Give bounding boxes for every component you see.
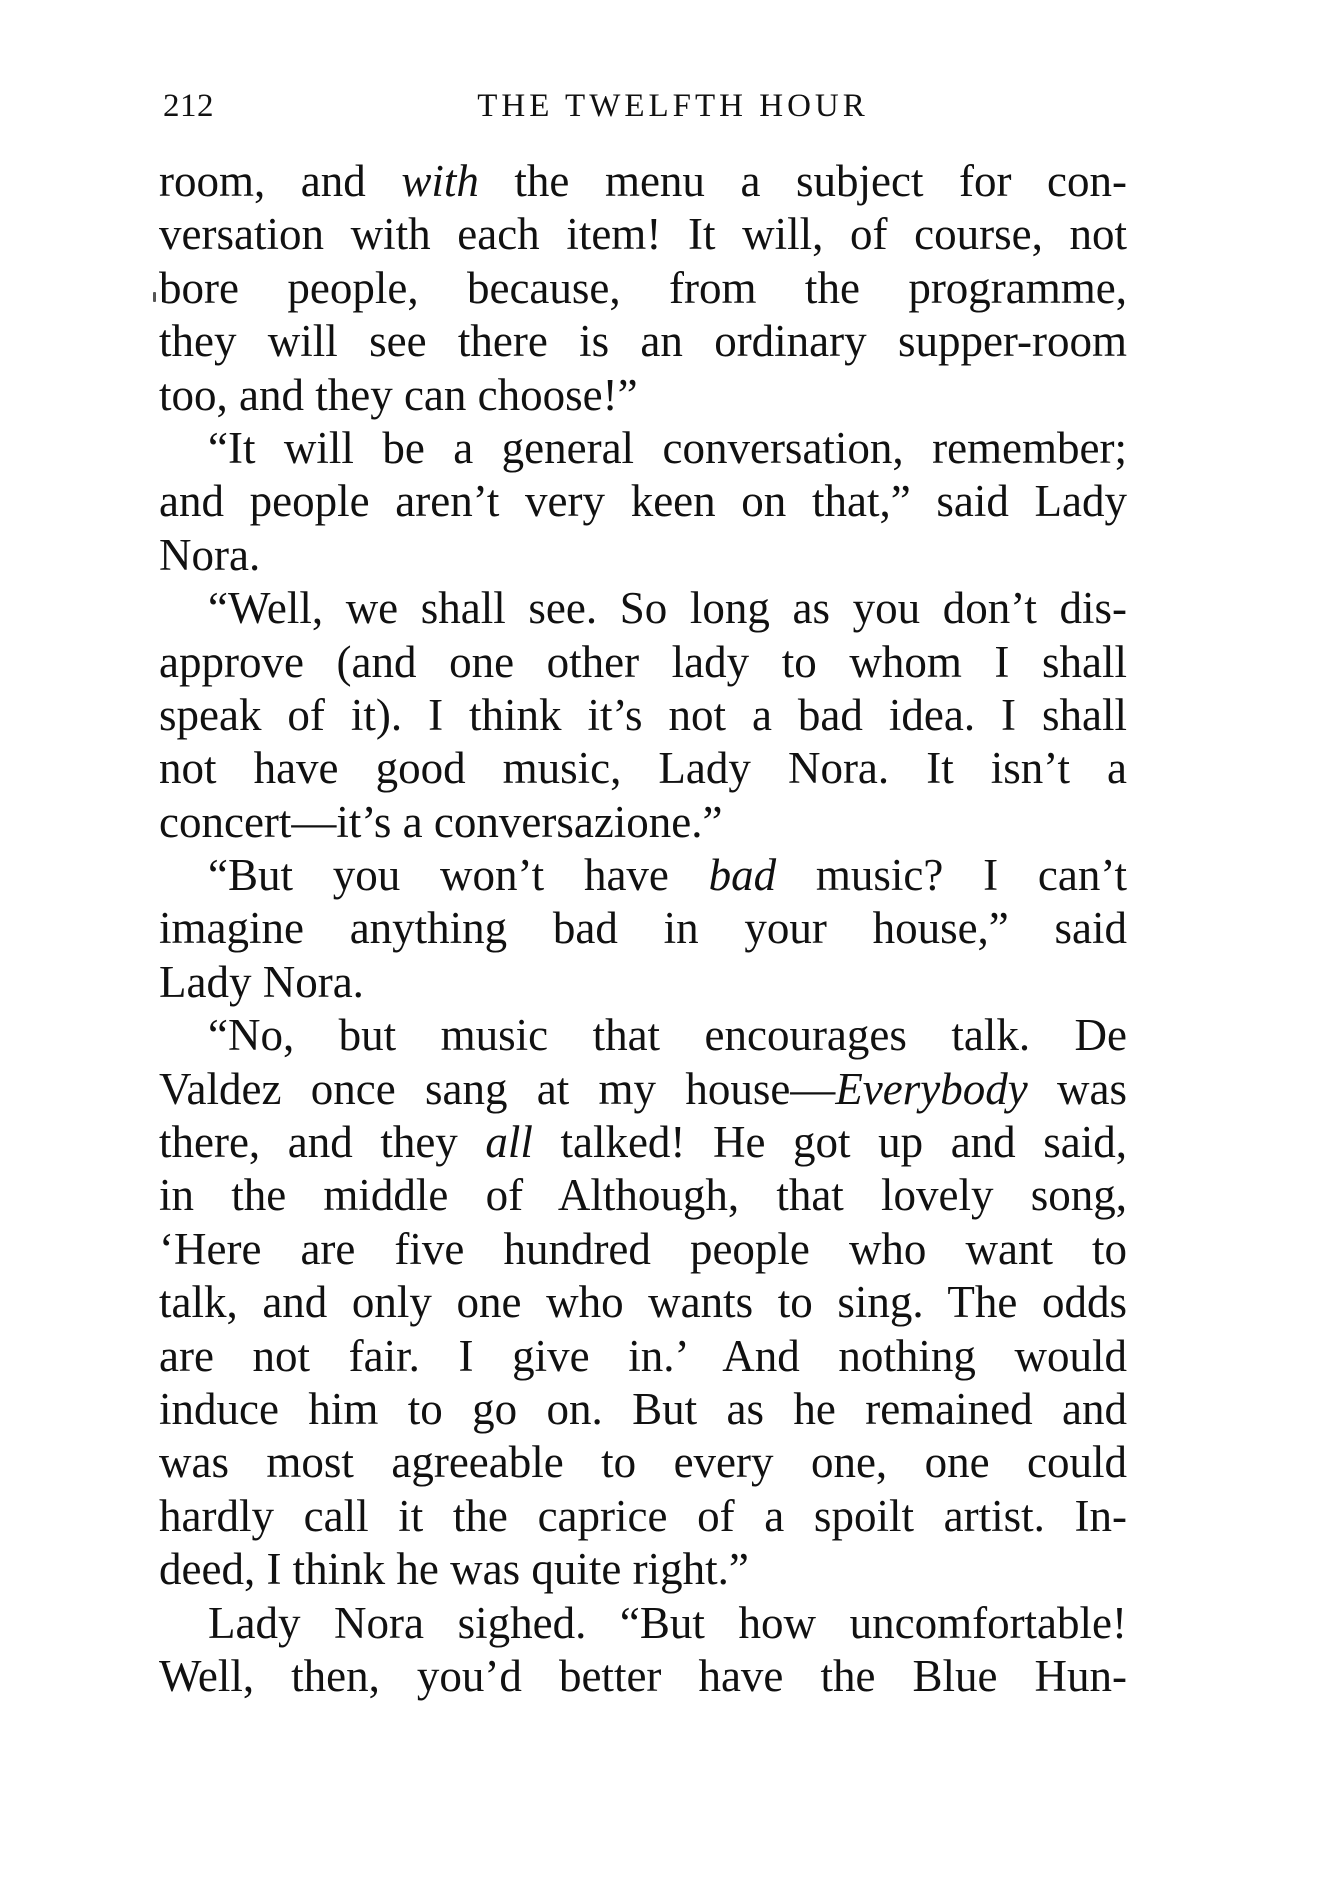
text-line — [159, 902, 1127, 955]
text-segment: approve (and one other lady to whom I shall — [159, 636, 1127, 687]
text-line — [159, 1436, 1127, 1489]
text-line — [159, 1597, 1127, 1650]
text-segment: talked! He got up and said, — [532, 1117, 1127, 1168]
text-segment: hardly call it the caprice of a spoilt artist. In- — [159, 1490, 1127, 1541]
text-line — [159, 315, 1127, 368]
text-segment: Lady Nora. — [159, 956, 364, 1007]
text-segment: they will see there is an ordinary supper-room — [159, 316, 1127, 367]
text-segment: deed, I think he was quite right.” — [159, 1544, 749, 1595]
text-line — [159, 1543, 1127, 1596]
text-segment: and people aren’t very keen on that,” said Lady — [159, 476, 1127, 527]
text-segment: the menu a subject for con- — [478, 156, 1127, 206]
text-segment: room, and — [159, 156, 402, 206]
italic-text: bad — [708, 850, 777, 901]
italic-text: with — [401, 156, 479, 206]
text-line — [159, 1063, 1127, 1116]
text-segment: Nora. — [159, 529, 261, 580]
text-line — [159, 849, 1127, 902]
text-line — [159, 636, 1127, 689]
text-line — [159, 422, 1127, 475]
text-line — [159, 742, 1127, 795]
text-segment: versation with each item! It will, of course, not — [159, 209, 1127, 260]
text-line — [159, 1650, 1127, 1703]
text-segment: too, and they can choose!” — [159, 369, 638, 420]
text-line — [159, 262, 1127, 315]
text-line — [159, 1116, 1127, 1169]
italic-text: all — [485, 1117, 533, 1168]
text-segment: “But you won’t have — [208, 850, 709, 901]
text-segment: Valdez once sang at my house— — [159, 1063, 836, 1114]
print-speck — [153, 292, 156, 302]
text-segment: there, and they — [159, 1117, 486, 1168]
text-segment: was — [1027, 1063, 1127, 1114]
text-line — [159, 1383, 1127, 1436]
text-line — [159, 796, 1127, 849]
text-segment: Well, then, you’d better have the Blue Hun- — [159, 1650, 1127, 1701]
text-line — [159, 529, 1127, 582]
text-segment: bore people, because, from the programme, — [159, 262, 1127, 313]
text-segment: ‘Here are five hundred people who want to — [159, 1223, 1127, 1274]
text-line — [159, 208, 1127, 261]
running-head: THE TWELFTH HOUR — [477, 88, 869, 124]
text-segment: speak of it). I think it’s not a bad idea. I shall — [159, 689, 1127, 740]
text-segment: imagine anything bad in your house,” said — [159, 903, 1127, 954]
text-segment: not have good music, Lady Nora. It isn’t a — [159, 743, 1127, 794]
text-segment: “Well, we shall see. So long as you don’t dis- — [208, 583, 1127, 634]
text-segment: induce him to go on. But as he remained and — [159, 1383, 1127, 1434]
page-header — [163, 88, 1123, 138]
text-segment: concert—it’s a conversazione.” — [159, 796, 723, 847]
text-line — [159, 1330, 1127, 1383]
text-segment: “No, but music that encourages talk. De — [208, 1010, 1127, 1061]
text-segment: Lady Nora sighed. “But how uncomfortable! — [208, 1597, 1127, 1648]
text-line — [159, 155, 1127, 208]
text-segment: are not fair. I give in.’ And nothing would — [159, 1330, 1127, 1381]
page-number: 212 — [163, 88, 214, 124]
text-line — [159, 689, 1127, 742]
text-line — [159, 475, 1127, 528]
text-line — [159, 369, 1127, 422]
text-line — [159, 1490, 1127, 1543]
text-segment: music? I can’t — [776, 850, 1128, 901]
text-line — [159, 1009, 1127, 1062]
text-line — [159, 1223, 1127, 1276]
text-segment: “It will be a general conversation, remember; — [208, 422, 1127, 473]
text-line — [159, 582, 1127, 635]
italic-text: Everybody — [835, 1063, 1028, 1114]
text-segment: talk, and only one who wants to sing. The odds — [159, 1277, 1127, 1328]
text-segment: was most agreeable to every one, one could — [159, 1437, 1127, 1488]
text-line — [159, 1169, 1127, 1222]
text-segment: in the middle of Although, that lovely song, — [159, 1170, 1127, 1221]
body-text — [159, 155, 1127, 1703]
text-line — [159, 1276, 1127, 1329]
text-line — [159, 956, 1127, 1009]
